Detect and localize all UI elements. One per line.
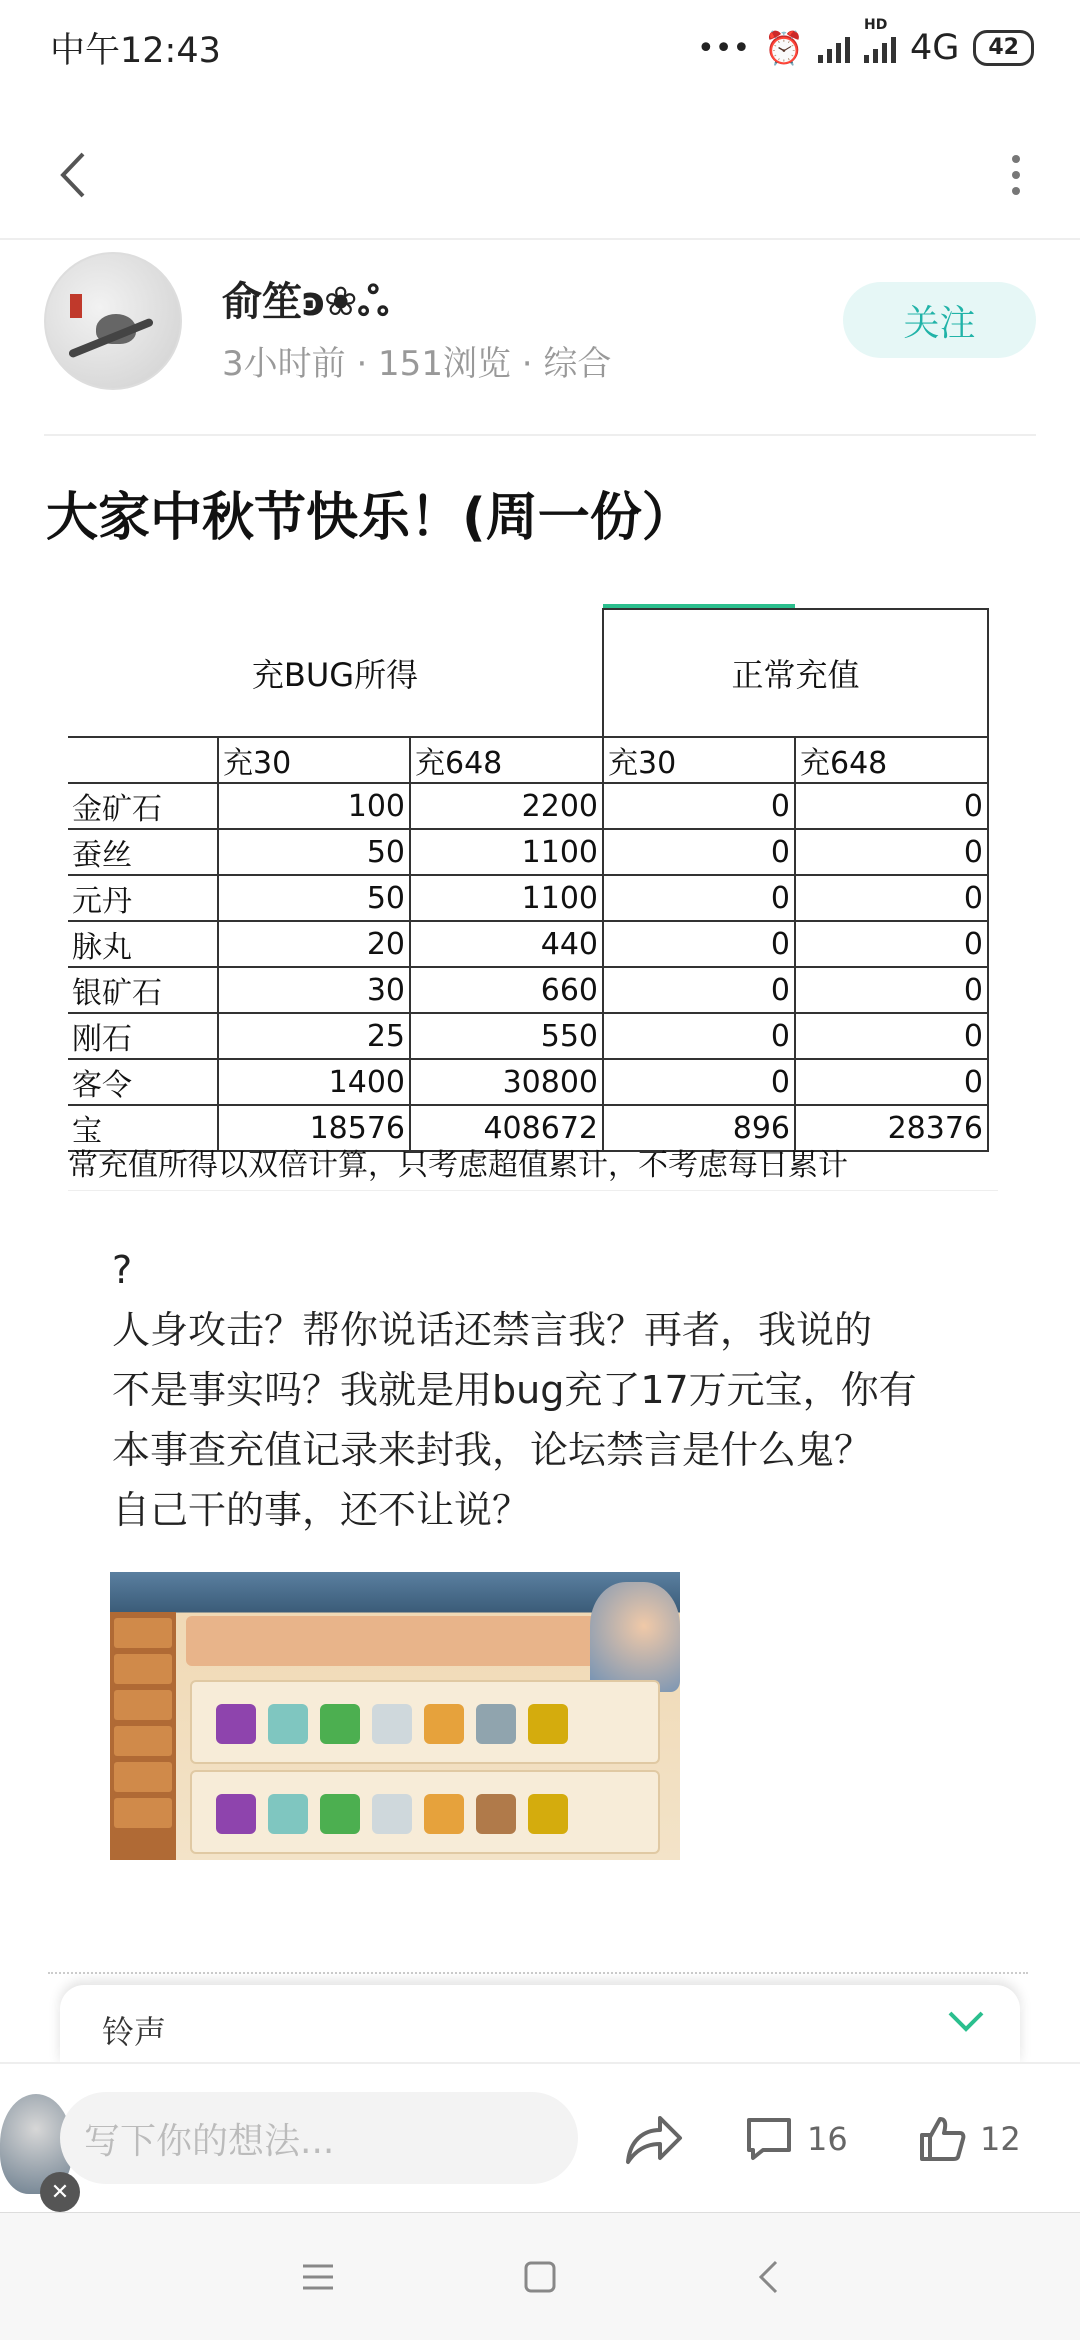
row-label: 刚石 [68,1013,218,1059]
table-cell: 30 [218,967,410,1013]
table-cell: 0 [795,875,988,921]
table-row [68,783,988,829]
table-cell: 0 [795,1013,988,1059]
comment-input[interactable]: 写下你的想法... [60,2092,578,2184]
comment-count: 16 [807,2120,848,2158]
spreadsheet-image[interactable] [68,600,998,1220]
table-cell: 0 [795,921,988,967]
table-note: 常充值所得以双倍计算，只考虑超值累计，不考虑每日累计 [68,1148,848,1183]
table-row [68,967,988,1013]
signal-icon [818,33,850,63]
back-button[interactable] [42,145,102,205]
table-cell: 0 [603,783,795,829]
row-label: 宝 [68,1105,218,1151]
like-count: 12 [980,2120,1021,2158]
table-cell: 18576 [218,1105,410,1151]
like-button[interactable] [918,2104,1021,2174]
menu-button[interactable] [290,2249,346,2305]
body-line: 本事查充值记录来封我，论坛禁言是什么鬼？ [112,1428,873,1472]
table-cell: 0 [795,829,988,875]
table-cell: 0 [795,783,988,829]
body-line: 自己干的事，还不让说？ [112,1488,531,1532]
row-label: 脉丸 [68,921,218,967]
row-label: 蚕丝 [68,829,218,875]
game-character [590,1582,680,1692]
author-name[interactable]: 俞笙ͽ❀ஃ [222,279,389,325]
status-bar [0,0,1080,96]
post-title: 大家中秋节快乐！(周一份） [46,488,694,548]
square-icon [523,2260,557,2294]
group-header-normal: 正常充值 [603,609,988,737]
table-row [68,1013,988,1059]
alarm-icon: ⏰ [764,29,804,67]
body-line: ? [112,1248,133,1292]
table-cell: 0 [603,967,795,1013]
table-cell: 1100 [410,829,603,875]
table-header-row [68,737,988,783]
row-label: 元丹 [68,875,218,921]
comment-icon [745,2116,793,2162]
author-row [0,250,1080,430]
signal-hd-icon [863,17,896,63]
more-options-button[interactable] [986,145,1046,205]
post-body [112,1240,992,1540]
author-avatar[interactable] [44,252,182,390]
column-header: 充648 [410,737,603,783]
table-cell: 50 [218,829,410,875]
table-cell: 440 [410,921,603,967]
table-cell: 28376 [795,1105,988,1151]
sheet-grid-edge [68,1190,998,1220]
table-group-header-row [68,609,988,737]
comment-button[interactable] [745,2104,848,2174]
table-cell: 0 [603,829,795,875]
table-cell: 50 [218,875,410,921]
table-cell: 2200 [410,783,603,829]
row-label: 金矿石 [68,783,218,829]
table-cell: 550 [410,1013,603,1059]
follow-button[interactable]: 关注 [843,282,1036,358]
column-header: 充648 [795,737,988,783]
system-navigation-bar [0,2212,1080,2340]
table-cell: 20 [218,921,410,967]
table-cell: 896 [603,1105,795,1151]
column-header: 充30 [603,737,795,783]
row-label: 银矿石 [68,967,218,1013]
body-line: 不是事实吗？我就是用bug充了17万元宝，你有 [112,1368,917,1412]
table-cell: 0 [603,1059,795,1105]
triangle-back-icon [756,2259,780,2295]
table-cell: 100 [218,783,410,829]
table-cell: 660 [410,967,603,1013]
divider [44,434,1036,436]
table-cell: 1100 [410,875,603,921]
reward-row [190,1770,660,1854]
table-cell: 25 [218,1013,410,1059]
table-row [68,921,988,967]
table-row [68,829,988,875]
ringtone-card[interactable] [60,1985,1020,2065]
game-sidebar [110,1612,176,1860]
group-header-bug: 充BUG所得 [68,609,603,737]
thumbs-up-icon [918,2115,966,2163]
table-cell: 0 [603,875,795,921]
more-dots-icon: ••• [697,30,751,66]
ringtone-label: 铃声 [102,2013,167,2051]
table-cell: 30800 [410,1059,603,1105]
battery-icon: 42 [973,30,1034,66]
game-screenshot-image[interactable] [110,1572,680,1860]
row-label: 客令 [68,1059,218,1105]
hd-label: HD [863,17,888,33]
recharge-table [68,608,989,1152]
status-icons [697,17,1034,68]
table-cell: 0 [603,1013,795,1059]
system-back-button[interactable] [740,2249,796,2305]
column-header [68,737,218,783]
status-time: 中午12:43 [50,31,221,71]
table-row [68,875,988,921]
table-row [68,1059,988,1105]
reward-row [190,1680,660,1764]
network-type: 4G [909,28,960,68]
share-icon[interactable] [620,2110,684,2170]
column-header: 充30 [218,737,410,783]
table-cell: 0 [603,921,795,967]
body-line: 人身攻击？帮你说话还禁言我？再者，我说的 [112,1308,873,1352]
top-navigation [0,110,1080,240]
menu-icon [301,2262,335,2292]
table-cell: 408672 [410,1105,603,1151]
table-cell: 1400 [218,1059,410,1105]
chevron-left-icon [57,150,87,200]
mute-icon[interactable]: ✕ [40,2172,80,2212]
peek-strip [48,1972,1028,1986]
table-cell: 0 [795,1059,988,1105]
bottom-action-bar [0,2062,1080,2212]
check-icon[interactable] [946,1999,986,2039]
table-cell: 0 [795,967,988,1013]
post-meta: 3小时前 · 151浏览 · 综合 [222,344,612,384]
home-button[interactable] [512,2249,568,2305]
